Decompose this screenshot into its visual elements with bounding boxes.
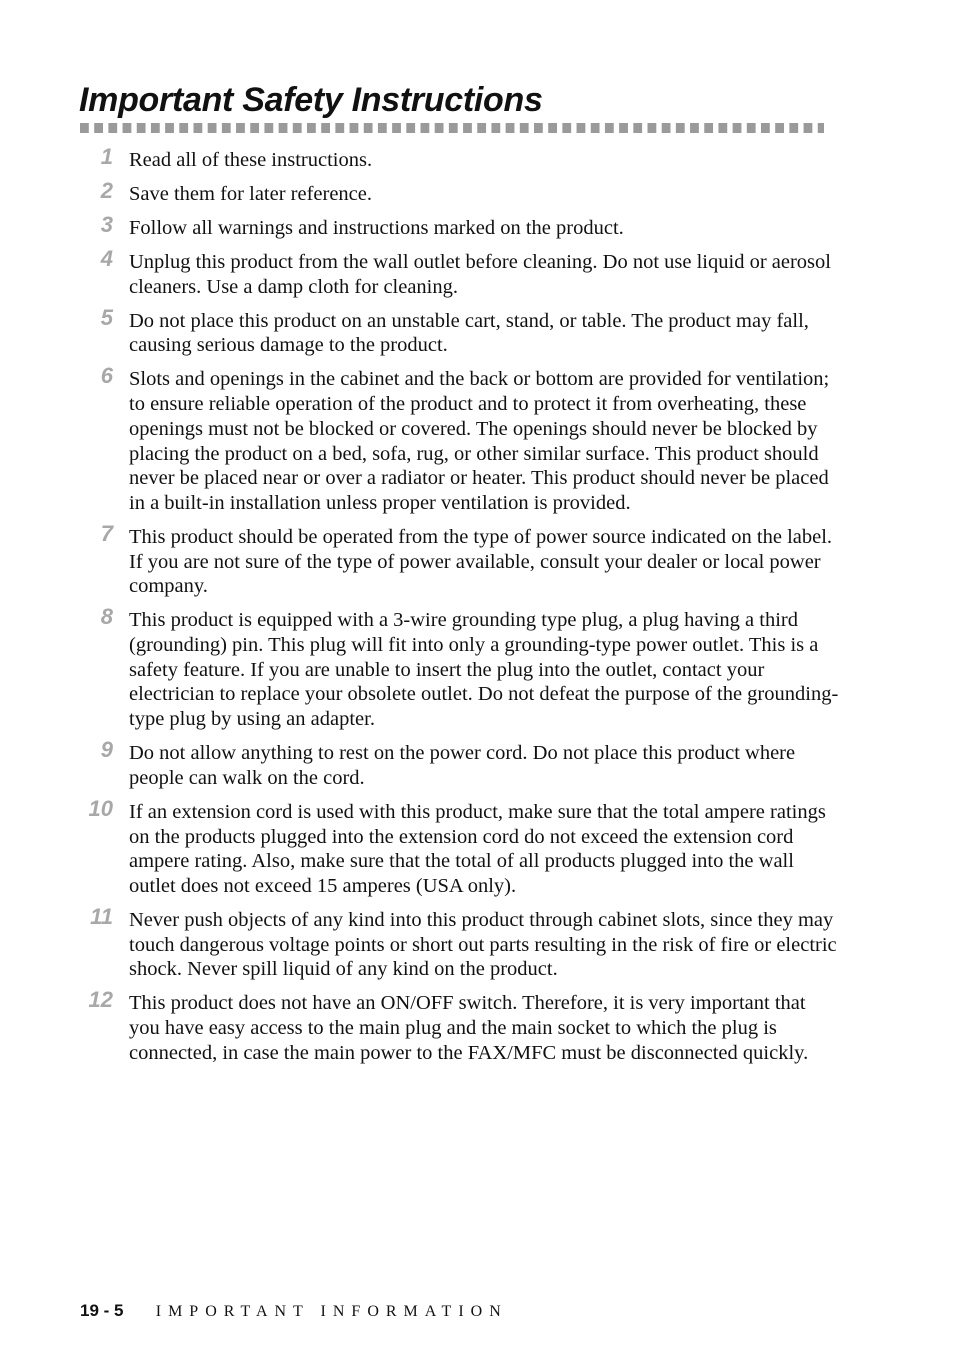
instruction-list	[80, 144, 840, 1075]
list-item	[80, 212, 840, 241]
list-item	[80, 246, 840, 299]
item-number: 12	[88, 987, 113, 1013]
list-item	[80, 520, 840, 599]
item-text: Do not allow anything to rest on the power cord. Do not place this product where people can walk on the cord.	[129, 742, 796, 789]
item-text: Save them for later reference.	[129, 183, 373, 205]
item-text: Slots and openings in the cabinet and the back or bottom are provided for ventilation; to ensure reliable operation of the product and to protect it from overheating, these openings must not be blocked or covered. The openings should never be blocked by placing the product on a bed, sofa, rug, or other similar surface. This product should never be placed near or over a radiator or heater. This product should never be placed in a built-in installation unless proper ventilation is provided.	[129, 368, 830, 514]
list-item	[80, 178, 840, 207]
item-number: 3	[100, 212, 113, 237]
item-number: 9	[100, 737, 113, 763]
list-item	[80, 304, 840, 358]
item-number: 11	[90, 903, 113, 929]
item-text: This product should be operated from the type of power source indicated on the label. If you are not sure of the type of power available, consult your dealer or local power company.	[129, 525, 833, 598]
list-item	[80, 737, 840, 790]
item-number: 7	[100, 520, 113, 546]
item-number: 1	[100, 144, 113, 169]
page-title: Important Safety Instructions	[79, 81, 543, 119]
item-text: Follow all warnings and instructions marked on the product.	[129, 217, 624, 239]
item-text: Never push objects of any kind into this product through cabinet slots, since they may touch dangerous voltage points or short out parts resulting in the risk of fire or electric shock. Never spill liquid of any kind on the product.	[129, 908, 837, 981]
item-text: Unplug this product from the wall outlet before cleaning. Do not use liquid or aerosol cleaners. Use a damp cloth for cleaning.	[129, 251, 831, 298]
item-text: This product is equipped with a 3-wire grounding type plug, a plug having a third (grounding) pin. This plug will fit into only a grounding-type power outlet. This is a safety feature. If you are unable to insert the plug into the outlet, contact your electrician to replace your obsolete outlet. Do not defeat the purpose of the grounding-type plug by using an adapter.	[129, 609, 839, 731]
item-text: Read all of these instructions.	[129, 149, 373, 171]
list-item	[80, 144, 840, 173]
item-number: 6	[100, 363, 113, 389]
item-number: 5	[100, 304, 113, 330]
item-text: Do not place this product on an unstable cart, stand, or table. The product may fall, causing serious damage to the product.	[129, 309, 809, 357]
item-number: 2	[100, 178, 113, 203]
list-item	[80, 987, 840, 1065]
item-number: 10	[88, 795, 113, 821]
item-number: 8	[100, 604, 113, 630]
list-item	[80, 903, 840, 982]
item-text: This product does not have an ON/OFF switch. Therefore, it is very important that you have easy access to the main plug and the main socket to which the plug is connected, in case the main power to the FAX/MFC must be disconnected quickly.	[129, 992, 809, 1064]
list-item	[80, 363, 840, 515]
list-item	[80, 795, 840, 899]
item-number: 4	[100, 246, 113, 271]
title-dotted-rule	[80, 123, 824, 133]
page-footer	[80, 1300, 508, 1323]
list-item	[80, 604, 840, 732]
item-text: If an extension cord is used with this product, make sure that the total ampere ratings on the products plugged into the extension cord do not exceed the extension cord ampere rating. Also, make sure that the total of all products plugged into the wall outlet does not exceed 15 amperes (USA only).	[129, 800, 826, 897]
section-name: IMPORTANT INFORMATION	[155, 1303, 508, 1320]
page-number: 19 - 5	[80, 1301, 124, 1320]
